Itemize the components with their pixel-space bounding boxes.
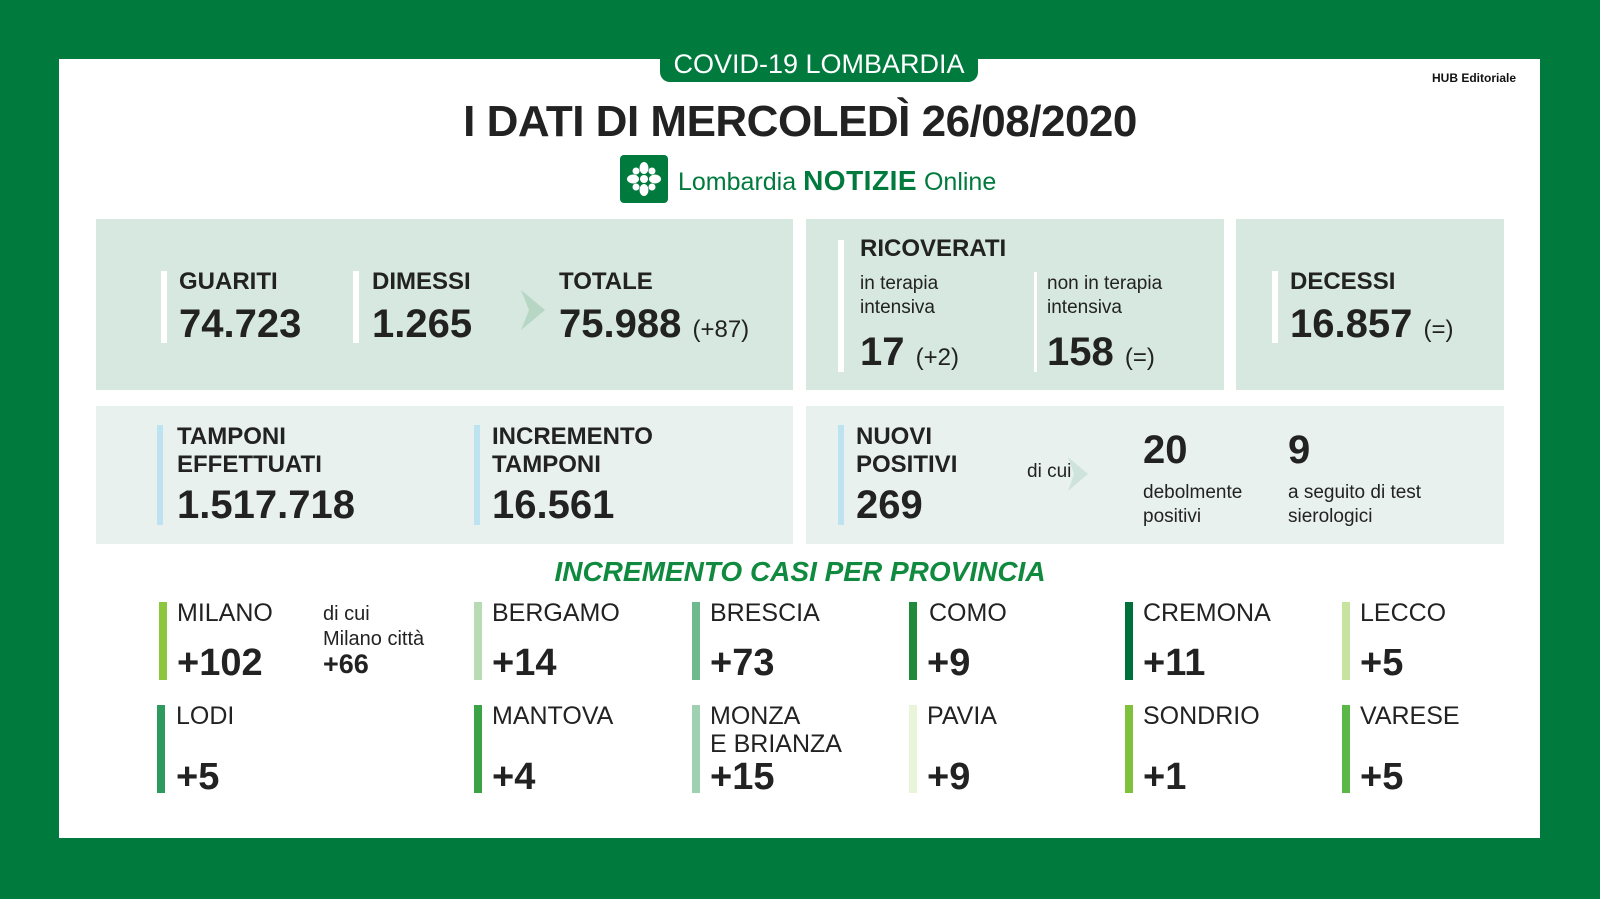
brand-name: Lombardia NOTIZIE Online: [678, 165, 997, 196]
province-value-lodi: +5: [176, 756, 220, 798]
lombardy-rose-icon: [620, 155, 668, 203]
province-name-mantova: MANTOVA: [492, 702, 614, 730]
region-badge: COVID-19 LOMBARDIA: [660, 46, 978, 82]
ricoverati-bar: [838, 240, 844, 372]
province-name-pavia: PAVIA: [927, 702, 997, 730]
intensiva-label: in terapia intensiva: [860, 273, 939, 318]
incremento-value: 16.561: [492, 483, 615, 527]
ricoverati-label: RICOVERATI: [860, 235, 1007, 262]
non-intensiva-label: non in terapia intensiva: [1047, 273, 1163, 318]
nuovi-value: 269: [856, 483, 923, 527]
province-bar: [474, 705, 482, 793]
province-value-milano: +102: [177, 642, 263, 684]
nuovi-label: NUOVI POSITIVI: [856, 423, 958, 478]
province-bar: [157, 705, 165, 793]
province-bar: [1342, 602, 1350, 680]
tamponi-bar: [157, 425, 163, 525]
tamponi-label: TAMPONI EFFETTUATI: [177, 423, 322, 478]
deboli-value: 20: [1143, 428, 1188, 472]
sierologici-label: a seguito di test sierologici: [1288, 482, 1422, 527]
province-bar: [1125, 602, 1133, 680]
dimessi-label: DIMESSI: [372, 268, 471, 295]
province-value-sondrio: +1: [1143, 756, 1187, 798]
province-value-bergamo: +14: [492, 642, 557, 684]
nuovi-bar: [838, 425, 844, 525]
guariti-label: GUARITI: [179, 268, 278, 295]
dimessi-value: 1.265: [372, 302, 473, 346]
province-value-brescia: +73: [710, 642, 775, 684]
sierologici-value: 9: [1288, 428, 1311, 472]
province-name-brescia: BRESCIA: [710, 599, 820, 627]
province-value-pavia: +9: [927, 756, 971, 798]
decessi-bar: [1272, 271, 1278, 343]
incremento-bar: [474, 425, 480, 525]
province-name-lecco: LECCO: [1360, 599, 1447, 627]
decessi-value: 16.857 (=): [1290, 302, 1454, 346]
province-value-como: +9: [927, 642, 971, 684]
publisher-label: HUB Editoriale: [1432, 71, 1517, 85]
province-name-cremona: CREMONA: [1143, 599, 1271, 627]
province-bar: [909, 602, 917, 680]
ricoverati-divider: [1034, 272, 1037, 372]
arrow-right-icon: [1066, 455, 1090, 498]
province-bar: [692, 602, 700, 680]
arrow-right-icon: [519, 288, 547, 337]
tamponi-value: 1.517.718: [177, 483, 355, 527]
provinces-title: INCREMENTO CASI PER PROVINCIA: [554, 556, 1046, 587]
province-bar: [692, 705, 700, 793]
province-value-mantova: +4: [492, 756, 536, 798]
province-name-bergamo: BERGAMO: [492, 599, 620, 627]
incremento-label: INCREMENTO TAMPONI: [492, 423, 653, 478]
province-bar: [1342, 705, 1350, 793]
province-name-sondrio: SONDRIO: [1143, 702, 1260, 730]
page-title: I DATI DI MERCOLEDÌ 26/08/2020: [463, 97, 1137, 146]
decessi-label: DECESSI: [1290, 268, 1396, 295]
province-name-varese: VARESE: [1360, 702, 1460, 730]
totale-value: 75.988 (+87): [559, 302, 750, 346]
di-cui-label: di cui: [1027, 461, 1072, 482]
decessi-delta: (=): [1423, 316, 1454, 343]
guariti-bar: [161, 271, 167, 343]
province-value-varese: +5: [1360, 756, 1404, 798]
province-name-como: COMO: [929, 599, 1007, 627]
intensiva-value: 17 (+2): [860, 330, 959, 374]
province-bar: [909, 705, 917, 793]
totale-label: TOTALE: [559, 268, 653, 295]
province-value-cremona: +11: [1143, 642, 1206, 684]
province-bar: [1125, 705, 1133, 793]
province-value-lecco: +5: [1360, 642, 1404, 684]
milano-city-note: di cui Milano città +66: [323, 603, 425, 679]
non-intensiva-delta: (=): [1124, 344, 1155, 371]
province-value-monza: +15: [710, 756, 775, 798]
province-name-monza: MONZA E BRIANZA: [710, 702, 842, 758]
province-bar: [159, 602, 167, 680]
province-name-milano: MILANO: [177, 599, 273, 627]
province-bar: [474, 602, 482, 680]
deboli-label: debolmente positivi: [1143, 482, 1243, 527]
dimessi-bar: [353, 271, 359, 343]
province-name-lodi: LODI: [176, 702, 235, 730]
intensiva-delta: (+2): [915, 344, 959, 371]
totale-delta: (+87): [692, 316, 750, 343]
non-intensiva-value: 158 (=): [1047, 330, 1155, 374]
guariti-value: 74.723: [179, 302, 302, 346]
